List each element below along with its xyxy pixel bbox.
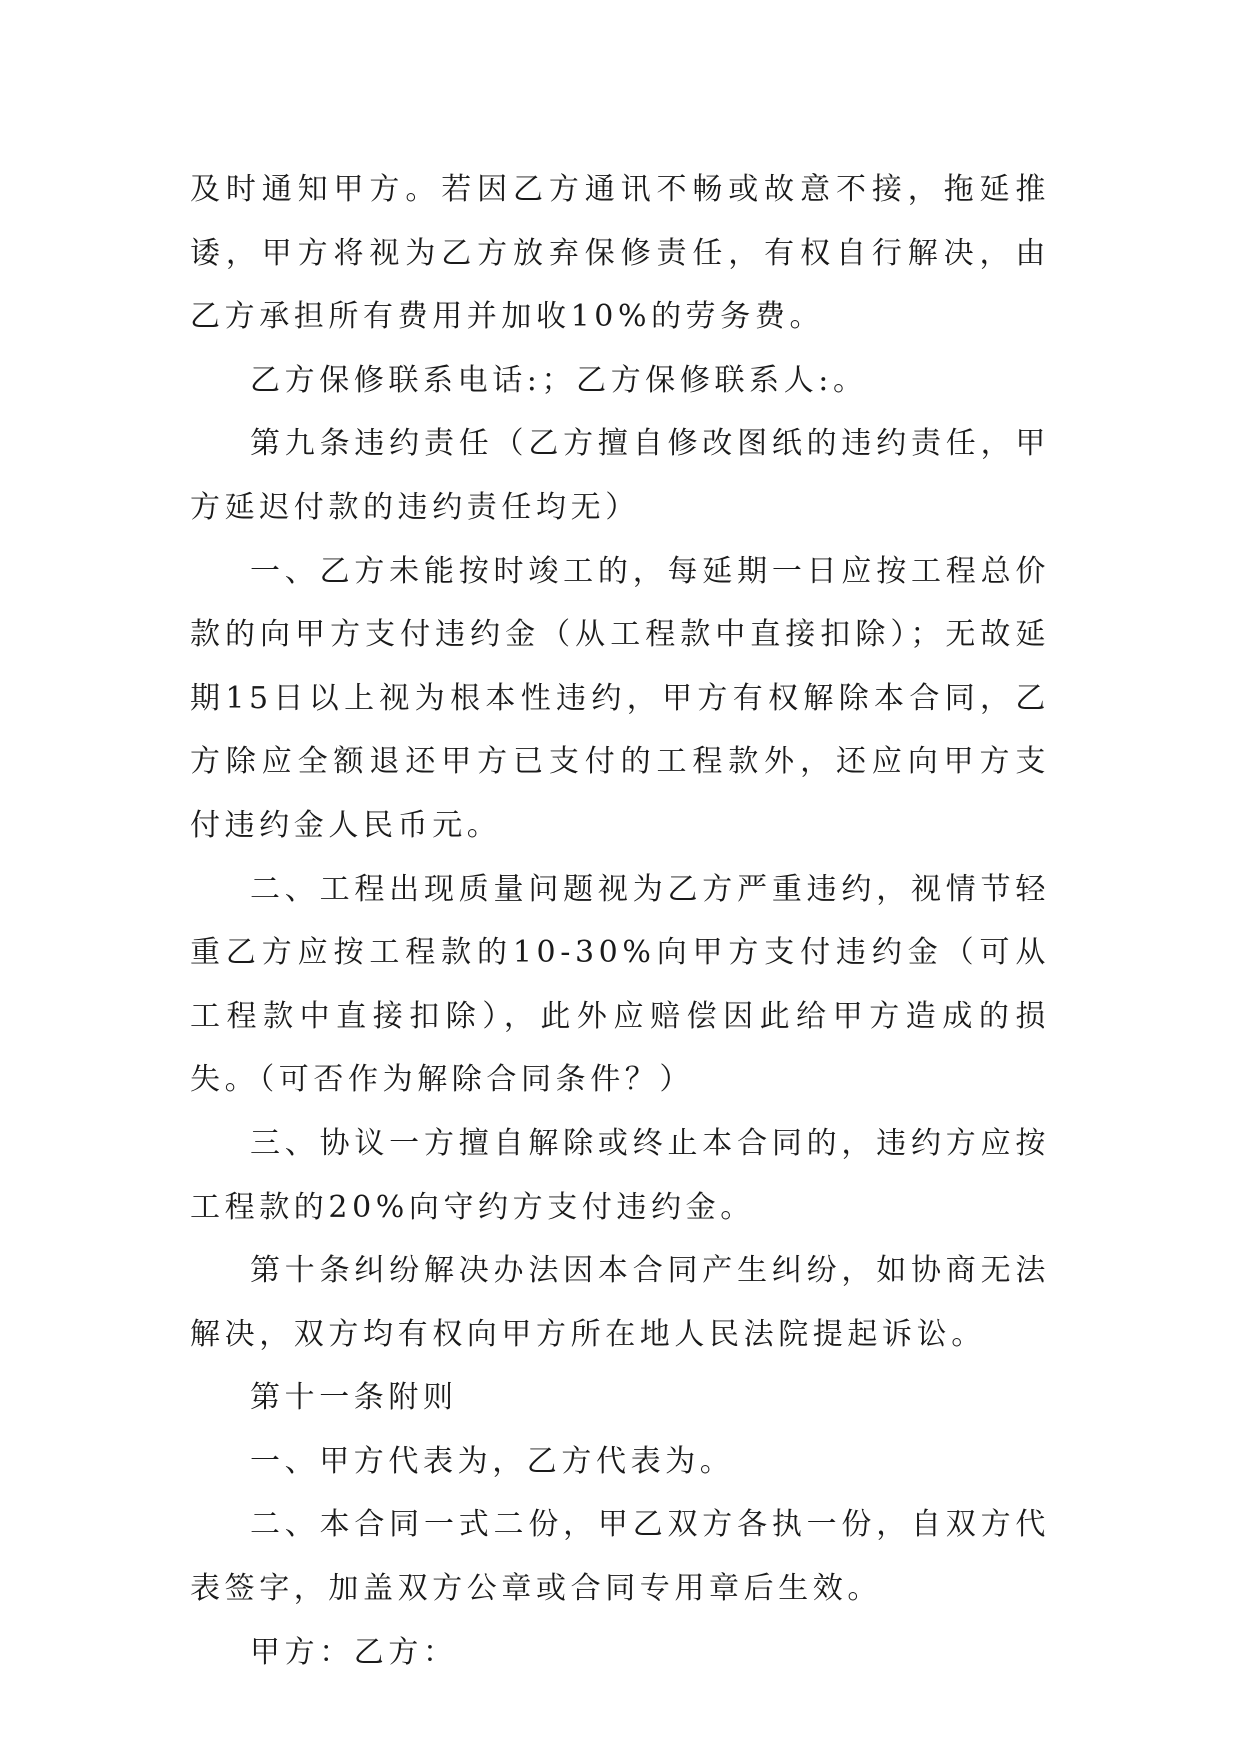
- paragraph-article-11-item-1: 一、甲方代表为，乙方代表为。: [250, 1443, 735, 1479]
- paragraph-continuation: 及时通知甲方。若因乙方通讯不畅或故意不接，拖延推诿，甲方将视为乙方放弃保修责任，有权自行解决，由乙方承担所有费用并加收10%的劳务费。: [190, 172, 1050, 335]
- paragraph-article-11-item-2: 二、本合同一式二份，甲乙双方各执一份，自双方代表签字，加盖双方公章或合同专用章后生效。: [190, 1507, 1050, 1607]
- paragraph-article-10: 第十条纠纷解决办法因本合同产生纠纷，如协商无法解决，双方均有权向甲方所在地人民法院提起诉讼。: [190, 1253, 1050, 1352]
- paragraph-contact: 乙方保修联系电话:；乙方保修联系人:。: [250, 362, 868, 398]
- paragraph-article-9-heading: 第九条违约责任（乙方擅自修改图纸的违约责任，甲方延迟付款的违约责任均无）: [190, 426, 1050, 525]
- paragraph-article-9-item-1: 一、乙方未能按时竣工的，每延期一日应按工程总价款的向甲方支付违约金（从工程款中直接扣除）；无故延期15日以上视为根本性违约，甲方有权解除本合同，乙方除应全额退还甲方已支付的工程款外，还应向甲方支付违约金人民币元。: [190, 553, 1050, 843]
- document-body: [190, 158, 1050, 1684]
- paragraph-article-9-item-3: 三、协议一方擅自解除或终止本合同的，违约方应按工程款的20%向守约方支付违约金。: [190, 1125, 1050, 1225]
- paragraph-article-11-heading: 第十一条附则: [250, 1380, 458, 1416]
- paragraph-signature-parties: 甲方：乙方：: [250, 1634, 458, 1670]
- paragraph-article-9-item-2: 二、工程出现质量问题视为乙方严重违约，视情节轻重乙方应按工程款的10-30%向甲方支付违约金（可从工程款中直接扣除），此外应赔偿因此给甲方造成的损失。（可否作为解除合同条件？）: [190, 871, 1050, 1098]
